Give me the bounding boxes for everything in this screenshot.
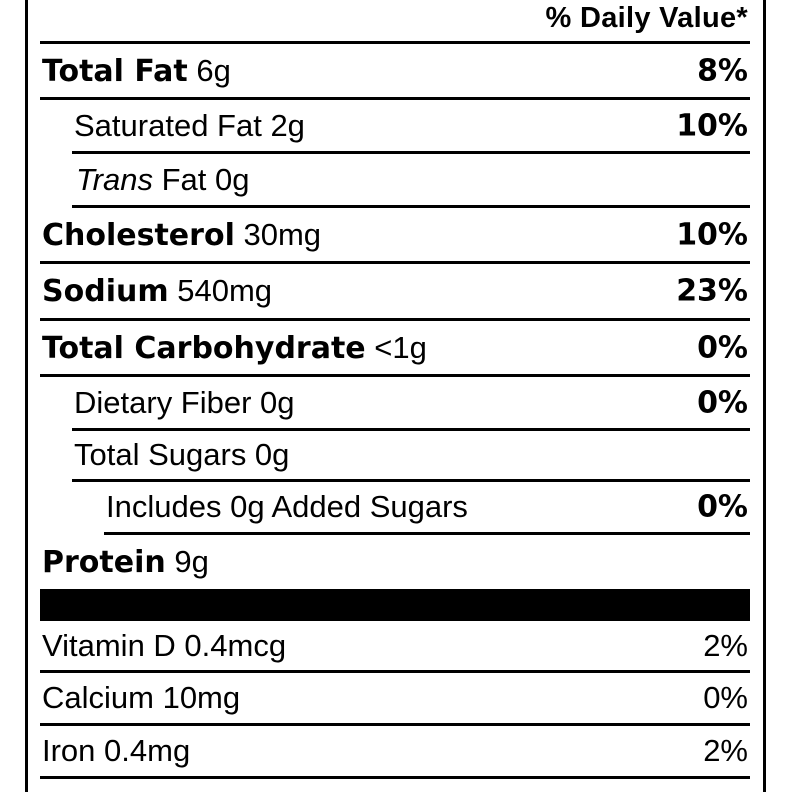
- nutrient-row-total-sugars: [72, 431, 750, 482]
- vitamin-name: Iron 0.4mg: [42, 733, 191, 768]
- nutrient-dv: 0%: [697, 489, 748, 525]
- nutrient-dv: 8%: [697, 53, 748, 88]
- nutrient-row-dietary-fiber: [72, 377, 750, 431]
- nutrient-name: Dietary Fiber 0g: [74, 384, 295, 420]
- nutrient-name: Total Carbohydrate: [42, 330, 366, 366]
- vitamin-name: Vitamin D 0.4mcg: [42, 627, 287, 663]
- nutrient-row-protein: [40, 535, 750, 589]
- nutrient-row-saturated-fat: [72, 100, 750, 154]
- label-right-border: [763, 0, 766, 792]
- nutrient-name: Total Sugars 0g: [74, 437, 290, 472]
- nutrient-row-cholesterol: [40, 208, 750, 264]
- vitamin-dv: 2%: [703, 627, 748, 663]
- nutrient-amount: 9g: [174, 544, 209, 579]
- nutrient-name: Includes 0g Added Sugars: [106, 489, 468, 524]
- nutrient-name: Total Fat: [42, 53, 188, 89]
- vitamin-name: Calcium 10mg: [42, 680, 241, 715]
- nutrient-row-added-sugars: [104, 482, 750, 535]
- nutrient-name: Sodium: [42, 274, 169, 309]
- nutrient-row-total-fat: [40, 44, 750, 100]
- vitamin-row-iron: [40, 726, 750, 779]
- nutrient-dv: 10%: [676, 108, 748, 143]
- nutrient-dv: 0%: [697, 385, 748, 420]
- nutrient-amount: 540mg: [177, 273, 273, 308]
- daily-value-header: [40, 0, 750, 44]
- daily-value-heading: % Daily Value*: [545, 2, 748, 34]
- vitamin-row-calcium: [40, 673, 750, 726]
- vitamin-dv: 2%: [703, 733, 748, 768]
- nutrient-row-sodium: [40, 264, 750, 321]
- thick-divider: [40, 589, 750, 621]
- nutrient-amount: 30mg: [243, 216, 322, 252]
- nutrient-amount: <1g: [374, 329, 427, 365]
- nutrient-name: Fat 0g: [152, 161, 250, 197]
- vitamin-row-vitamin-d: [40, 621, 750, 673]
- vitamin-dv: 0%: [703, 680, 748, 715]
- label-left-border: [25, 0, 28, 792]
- nutrient-name-italic: Trans: [76, 161, 153, 197]
- nutrient-name: Saturated Fat 2g: [74, 107, 305, 143]
- nutrient-dv: 10%: [676, 217, 748, 252]
- nutrient-dv: 23%: [676, 273, 748, 309]
- nutrient-name: Protein: [42, 545, 166, 580]
- nutrient-dv: 0%: [697, 330, 748, 365]
- nutrient-row-trans-fat: [72, 154, 750, 208]
- nutrient-row-total-carbohydrate: [40, 321, 750, 377]
- nutrient-name: Cholesterol: [42, 217, 235, 253]
- nutrient-amount: 6g: [196, 52, 231, 88]
